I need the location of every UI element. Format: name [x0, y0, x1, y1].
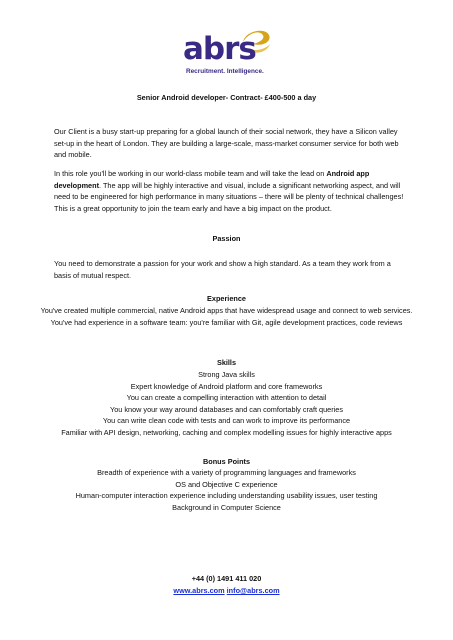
experience-heading: Experience [207, 294, 246, 303]
skills-item: Strong Java skills [198, 370, 255, 379]
abrs-logo [183, 28, 273, 80]
role-text-after: . The app will be highly interactive and visual, include a significant networking aspect, and will need to be engineered for high performance in many situations – there will be plenty of technical challenges! This is a great opportunity to join the team early and have a big impact on the product. [54, 180, 404, 213]
logo-wordmark: abrs [183, 31, 256, 67]
experience-item: You've created multiple commercial, native Android apps that have widespread usage and connect to web services. [40, 306, 413, 315]
bonus-item: OS and Objective C experience [175, 479, 278, 489]
footer-links [0, 585, 453, 597]
email-link[interactable]: info@abrs.com [226, 586, 280, 595]
intro-paragraph: Our Client is a busy start-up preparing for a global launch of their social network, they have a Silicon valley set-up in the heart of London. They are building a large-scale, mass-market consumer service for both web and mobile. [54, 127, 399, 159]
skills-heading: Skills [216, 358, 237, 367]
skills-item: Expert knowledge of Android platform and core frameworks [130, 381, 323, 391]
passion-heading: Passion [212, 234, 241, 243]
footer-phone: +44 (0) 1491 411 020 [191, 574, 262, 583]
role-paragraph [54, 168, 406, 214]
skills-item: You know your way around databases and can comfortably craft queries [110, 404, 343, 414]
bonus-list [40, 467, 413, 513]
job-title: Senior Android developer- Contract- £400-500 a day [136, 93, 317, 102]
skills-item: You can create a compelling interaction with attention to detail [126, 393, 327, 402]
skills-item: You can write clean code with tests and can work to improve its performance [102, 416, 351, 425]
role-text-bold: Android app development [54, 169, 370, 190]
website-link[interactable]: www.abrs.com [173, 586, 225, 595]
bonus-item: Background in Computer Science [172, 502, 281, 512]
bonus-heading: Bonus Points [202, 457, 251, 466]
skills-item: Familiar with API design, networking, caching and complex modelling issues for highly interactive apps [61, 427, 392, 437]
logo-tagline: Recruitment. Intelligence. [186, 68, 264, 75]
experience-item: You've had experience in a software team: you're familiar with Git, agile development practices, code reviews [50, 317, 403, 327]
bonus-item: Breadth of experience with a variety of programming languages and frameworks [97, 468, 356, 477]
experience-list [40, 305, 413, 328]
passion-paragraph: You need to demonstrate a passion for your work and show a high standard. As a team they work from a basis of mutual respect. [54, 259, 391, 280]
role-text-before: In this role you'll be working in our world-class mobile team and will take the lead on [54, 169, 327, 178]
skills-list [40, 369, 413, 438]
bonus-item: Human-computer interaction experience including understanding usability issues, user testing [75, 491, 378, 500]
